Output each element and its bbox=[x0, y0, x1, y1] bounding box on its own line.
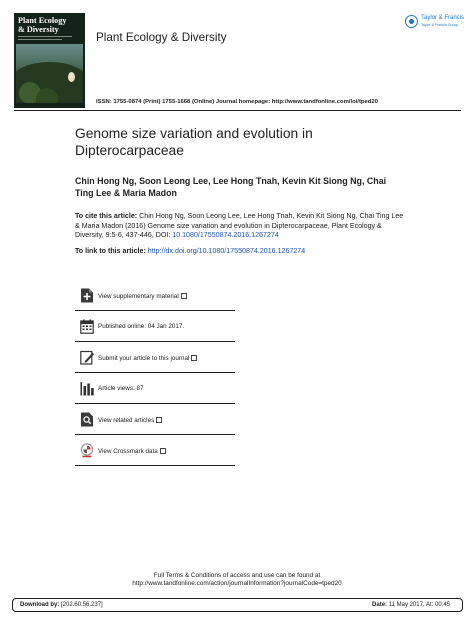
article-title: Genome size variation and evolution in Dipterocarpaceae bbox=[75, 126, 313, 158]
action-related-articles[interactable] bbox=[75, 405, 235, 435]
external-link-icon bbox=[191, 355, 197, 361]
publisher-logo[interactable] bbox=[405, 14, 465, 34]
date-value: 11 May 2017, At: 00:45 bbox=[388, 602, 450, 608]
article-link-label: To link to this article: bbox=[75, 247, 148, 255]
cover-title-line1: Plant Ecology bbox=[18, 16, 67, 25]
external-link-icon bbox=[156, 417, 162, 423]
publisher-logo-icon bbox=[405, 15, 418, 28]
issn-line: ISSN: 1755-0874 (Print) 1755-1668 (Online) Journal homepage: http://www.tandfonline.com/loi/tped20 bbox=[96, 99, 378, 105]
header-divider bbox=[14, 110, 461, 111]
publisher-tagline: Taylor & Francis Group bbox=[421, 22, 458, 27]
cover-title bbox=[18, 17, 81, 34]
pencil-submit-icon bbox=[80, 350, 94, 365]
terms-link[interactable]: http://www.tandfonline.com/action/journalInformation?journalCode=tped20 bbox=[132, 580, 342, 588]
citation-doi-link[interactable]: 10.1080/17550874.2016.1267274 bbox=[172, 231, 279, 240]
terms-footer bbox=[0, 572, 474, 589]
action-label: Published online: 04 Jan 2017. bbox=[98, 323, 185, 330]
cover-subtext bbox=[18, 39, 62, 40]
row-divider bbox=[75, 310, 235, 311]
download-info-bar bbox=[12, 598, 463, 612]
row-divider bbox=[75, 403, 235, 404]
download-label: Download by: bbox=[20, 602, 60, 608]
row-divider bbox=[75, 465, 235, 466]
cover-tree bbox=[36, 88, 58, 103]
external-link-icon bbox=[181, 293, 187, 299]
terms-line: Full Terms & Conditions of access and use can be found at bbox=[153, 572, 321, 579]
row-divider bbox=[75, 341, 235, 342]
cover-title-line2: & Diversity bbox=[18, 24, 59, 34]
citation-label: To cite this article: bbox=[75, 212, 138, 220]
action-label-text: View supplementary material bbox=[98, 293, 179, 300]
action-label-text: Submit your article to this journal bbox=[98, 355, 190, 362]
publisher-name: Taylor & Francis bbox=[421, 15, 465, 21]
action-supplementary-material[interactable] bbox=[75, 281, 235, 311]
row-divider bbox=[75, 372, 235, 373]
action-label bbox=[98, 292, 187, 300]
row-divider bbox=[75, 434, 235, 435]
action-label-text: View related articles bbox=[98, 417, 155, 424]
action-crossmark-data[interactable] bbox=[75, 436, 235, 466]
search-document-icon bbox=[80, 412, 94, 427]
article-link-url[interactable]: http://dx.doi.org/10.1080/17550874.2016.1267274 bbox=[147, 247, 306, 255]
action-published-online bbox=[75, 312, 235, 342]
citation-block bbox=[75, 212, 405, 241]
action-submit-article[interactable] bbox=[75, 343, 235, 373]
article-link-block bbox=[75, 247, 405, 257]
external-link-icon bbox=[160, 448, 166, 454]
download-info bbox=[20, 602, 103, 608]
cover-subtext bbox=[18, 36, 72, 37]
cover-leaf bbox=[68, 72, 75, 82]
action-label-text: View Crossmark data bbox=[98, 448, 158, 455]
download-value: [202.60.56.237] bbox=[61, 602, 103, 608]
action-label bbox=[98, 354, 197, 362]
action-label: Article views: 87 bbox=[98, 385, 144, 392]
action-label bbox=[98, 416, 162, 424]
cover-photo bbox=[16, 44, 83, 103]
action-label bbox=[98, 447, 166, 455]
journal-title[interactable]: Plant Ecology & Diversity bbox=[96, 31, 227, 44]
citation-text: Chin Hong Ng, Soon Leong Lee, Lee Hong Tnah, Kevin Kit Siong Ng, Chai Ting Lee & Maria Madon (2016) Genome size variation and evolution in Dipterocarpaceae, Plant Ecology & Diversity, 9:5-6, 437-446, DOI: bbox=[75, 212, 404, 240]
plus-document-icon bbox=[80, 288, 94, 303]
action-article-views bbox=[75, 374, 235, 404]
crossmark-icon bbox=[80, 443, 94, 458]
article-authors: Chin Hong Ng, Soon Leong Lee, Lee Hong Tnah, Kevin Kit Siong Ng, Chai Ting Lee & Maria Madon bbox=[75, 176, 387, 198]
journal-cover bbox=[14, 13, 85, 108]
bar-chart-icon bbox=[80, 381, 94, 396]
calendar-icon bbox=[80, 319, 94, 334]
date-label: Date: bbox=[372, 602, 388, 608]
download-date bbox=[372, 602, 450, 608]
